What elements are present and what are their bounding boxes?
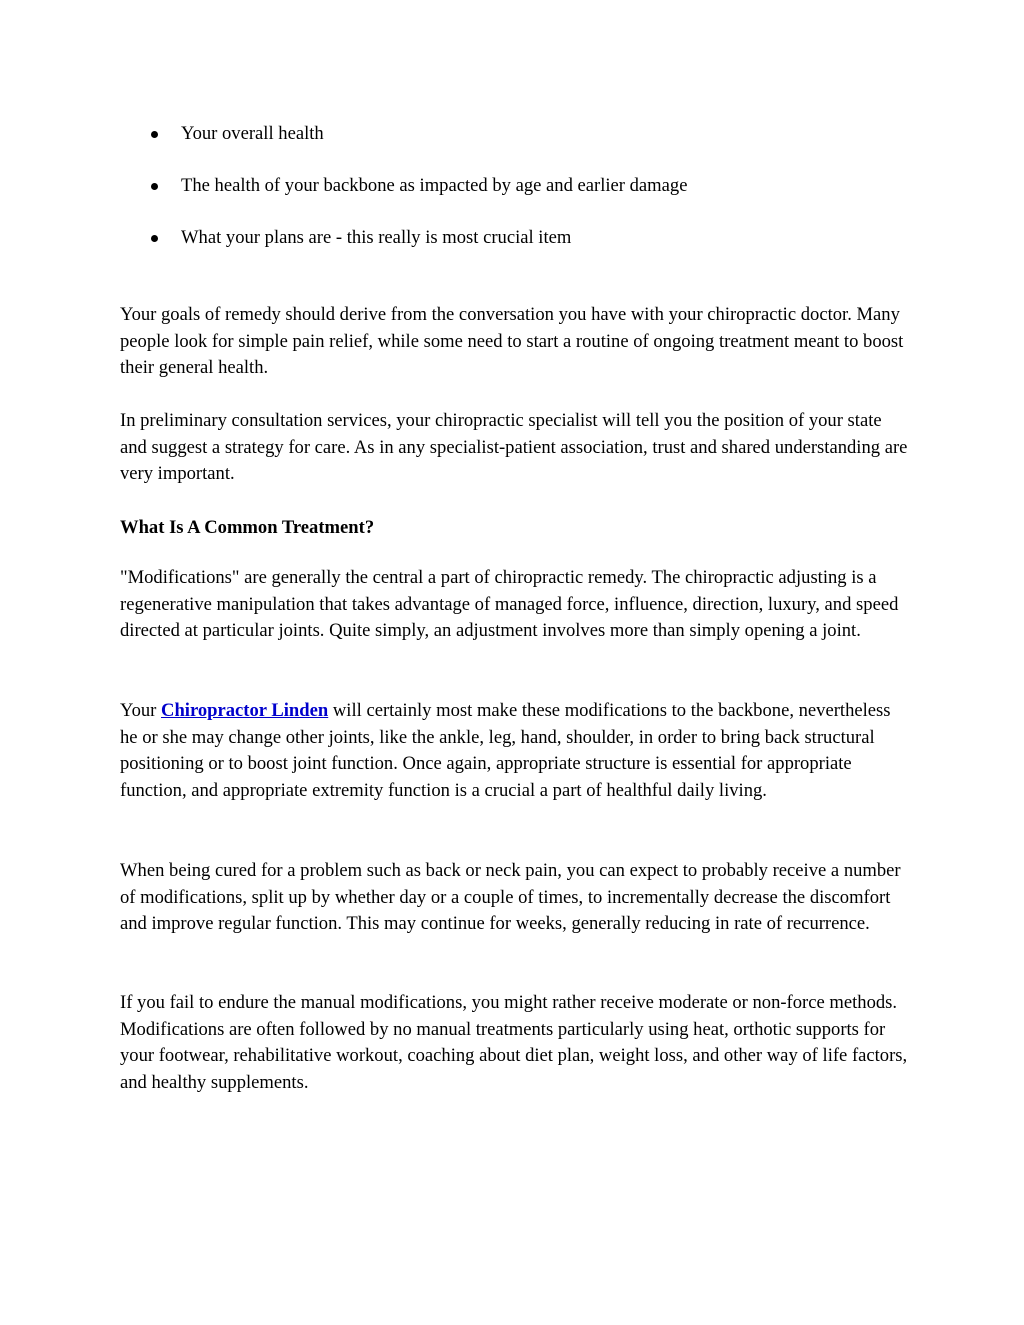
chiropractor-linden-link[interactable]: Chiropractor Linden	[161, 700, 329, 721]
paragraph-modifications: "Modifications" are generally the central a part of chiropractic remedy. The chiropractic adjusting is a regenerative manipulation that takes advantage of managed force, influence, direction, luxury, and speed directed at particular joints. Quite simply, an adjustment involves more than simply opening a joint.	[120, 567, 899, 641]
paragraph-consultation: In preliminary consultation services, your chiropractic specialist will tell you the position of your state and suggest a strategy for care. As in any specialist-patient association, trust and shared understanding are very important.	[120, 410, 908, 484]
bullet-text: What your plans are - this really is most crucial item	[181, 227, 572, 248]
bullet-dot-icon	[151, 235, 158, 242]
linden-text-after: will certainly most make these modifications to the backbone, nevertheless he or she may change other joints, like the ankle, leg, hand, shoulder, in order to bring back structural positioning or to boost joint function. Once again, appropriate structure is essential for appropriate function, and appropriate extremity function is a crucial a part of healthful daily living.	[120, 700, 891, 801]
paragraph-cured: When being cured for a problem such as back or neck pain, you can expect to probably receive a number of modifications, split up by whether day or a couple of times, to incrementally decrease the discomfort and improve regular function. This may continue for weeks, generally reducing in rate of recurrence.	[120, 860, 901, 934]
section-heading: What Is A Common Treatment?	[120, 517, 375, 538]
bullet-text: The health of your backbone as impacted by age and earlier damage	[181, 175, 688, 196]
linden-text-before: Your	[120, 700, 162, 721]
bullet-item-overall-health	[120, 121, 920, 147]
paragraph-chiropractor-linden	[120, 698, 910, 804]
bullet-text: Your overall health	[181, 123, 324, 144]
bullet-list	[120, 121, 920, 277]
bullet-dot-icon	[151, 183, 158, 190]
paragraph-goals: Your goals of remedy should derive from the conversation you have with your chiropractic doctor. Many people look for simple pain relief, while some need to start a routine of ongoing treatment meant to boost their general health.	[120, 304, 904, 378]
bullet-item-backbone-health	[120, 173, 920, 199]
bullet-item-plans	[120, 225, 920, 251]
paragraph-fail: If you fail to endure the manual modifications, you might rather receive moderate or non-force methods. Modifications are often followed by no manual treatments particularly using heat, orthotic supports for your footwear, rehabilitative workout, coaching about diet plan, weight loss, and other way of life factors, and healthy supplements.	[120, 992, 908, 1093]
bullet-dot-icon	[151, 131, 158, 138]
